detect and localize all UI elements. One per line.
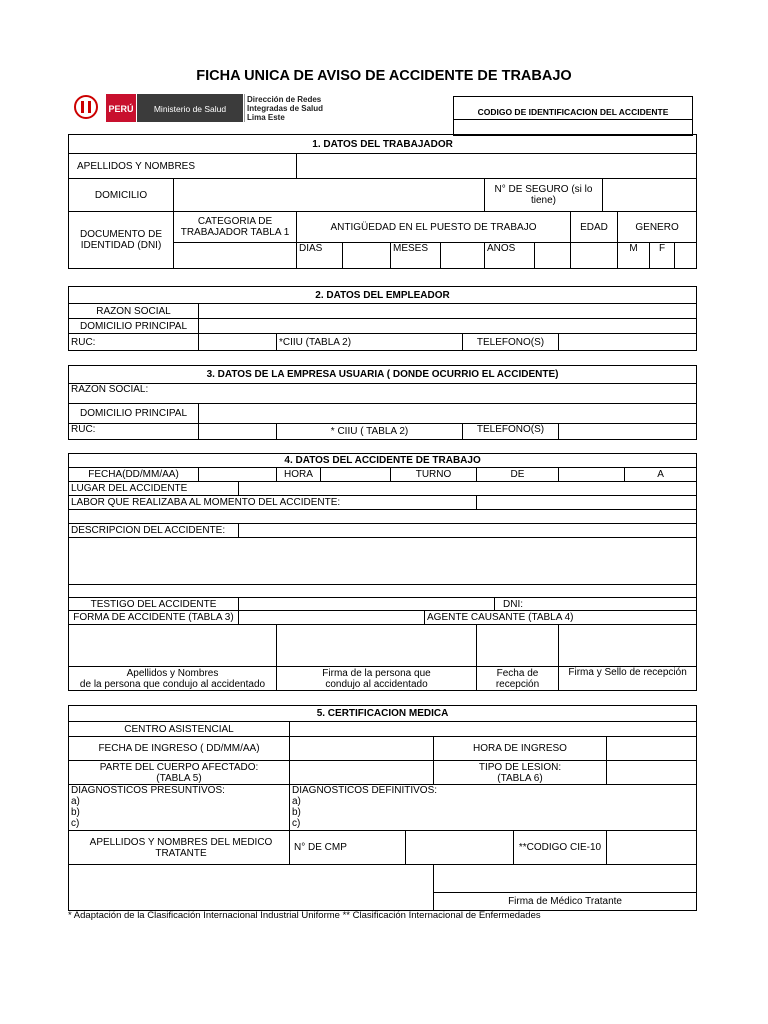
label-fecha-ingreso: FECHA DE INGRESO ( DD/MM/AA) [69,737,290,761]
label-categoria: CATEGORIA DE TRABAJADOR TABLA 1 [174,212,297,243]
input-razon-social[interactable] [199,304,697,319]
input-descripcion-extra[interactable] [69,585,697,598]
label-cmp: N° DE CMP [290,831,406,865]
input-ruc[interactable] [199,334,277,351]
input-forma[interactable] [239,611,425,625]
input-fecha-recepcion[interactable] [477,625,559,667]
logo-dir-3: Lima Este [247,113,285,122]
diagnosticos-presuntivos[interactable]: DIAGNOSTICOS PRESUNTIVOS: a) b) c) [69,785,290,831]
label-fecha-recepcion: Fecha de recepción [477,667,559,691]
label-dni: DOCUMENTO DE IDENTIDAD (DNI) [69,212,174,269]
input-domicilio[interactable] [174,179,485,212]
label-antiguedad: ANTIGÜEDAD EN EL PUESTO DE TRABAJO [297,212,571,243]
input-telefono[interactable] [559,334,697,351]
form-title: FICHA UNICA DE AVISO DE ACCIDENTE DE TRABAJO [196,68,572,84]
label-genero-f: F [650,243,675,269]
input-centro[interactable] [290,722,697,737]
input-parte-cuerpo[interactable] [290,761,434,785]
input-labor[interactable] [477,496,697,510]
footnote: * Adaptación de la Clasificación Internacional Industrial Uniforme ** Clasificación Internacional de Enfermedades [68,910,541,921]
input-domicilio-principal[interactable] [199,319,697,334]
label-telefono: TELEFONO(S) [463,334,559,351]
label-condujo-firma: Firma de la persona que condujo al accidentado [277,667,477,691]
section-1-title: 1. DATOS DEL TRABAJADOR [69,135,697,154]
label-labor: LABOR QUE REALIZABA AL MOMENTO DEL ACCIDENTE: [69,496,477,510]
label-hora: HORA [277,468,321,482]
input-labor-extra[interactable] [69,510,697,524]
label-meses: MESES [391,243,441,269]
label-agente: AGENTE CAUSANTE (TABLA 4) [425,611,697,625]
input-cmp[interactable] [406,831,514,865]
label-testigo-dni: DNI: [495,598,697,611]
label-turno-de: DE [477,468,559,482]
label-domicilio-usuaria: DOMICILIO PRINCIPAL [69,404,199,424]
label-forma: FORMA DE ACCIDENTE (TABLA 3) [69,611,239,625]
label-dias: DIAS [297,243,343,269]
label-turno: TURNO [391,468,477,482]
section-3-title: 3. DATOS DE LA EMPRESA USUARIA ( DONDE OCURRIO EL ACCIDENTE) [69,366,697,384]
section-3-user-company [68,365,697,440]
input-medico-nombre[interactable] [69,865,434,911]
label-hora-ingreso: HORA DE INGRESO [434,737,607,761]
accident-code-label: CODIGO DE IDENTIFICACION DEL ACCIDENTE [477,107,669,117]
input-ruc-usuaria[interactable] [199,424,277,440]
accident-code-box[interactable] [453,96,693,136]
input-hora-ingreso[interactable] [607,737,697,761]
input-firma-medico[interactable] [434,865,697,893]
input-testigo[interactable] [239,598,495,611]
label-descripcion: DESCRIPCION DEL ACCIDENTE: [69,524,239,538]
logo-ministry: Ministerio de Salud [153,104,227,114]
section-5-title: 5. CERTIFICACION MEDICA [69,706,697,722]
input-cie10[interactable] [607,831,697,865]
section-4-accident [68,453,697,691]
section-2-title: 2. DATOS DEL EMPLEADOR [69,287,697,304]
label-lugar: LUGAR DEL ACCIDENTE [69,482,239,496]
label-razon-social-usuaria: RAZON SOCIAL: [69,384,697,404]
input-seguro[interactable] [603,179,697,212]
input-descripcion-area[interactable] [69,538,697,585]
label-domicilio: DOMICILIO [69,179,174,212]
section-5-medical [68,705,697,911]
input-fecha-ingreso[interactable] [290,737,434,761]
label-sello-recepcion: Firma y Sello de recepción [559,667,697,691]
label-centro: CENTRO ASISTENCIAL [69,722,290,737]
diagnosticos-definitivos[interactable]: DIAGNOSTICOS DEFINITIVOS: a) b) c) [290,785,697,831]
input-dias[interactable] [343,243,391,269]
input-apellidos[interactable] [297,154,697,179]
label-medico: APELLIDOS Y NOMBRES DEL MEDICO TRATANTE [69,831,290,865]
label-domicilio-principal: DOMICILIO PRINCIPAL [69,319,199,334]
label-telefono-usuaria: TELEFONO(S) [463,424,559,440]
input-lugar[interactable] [239,482,697,496]
input-descripcion[interactable] [239,524,697,538]
input-genero[interactable] [675,243,697,269]
input-domicilio-usuaria[interactable] [199,404,697,424]
input-condujo-firma[interactable] [277,625,477,667]
section-2-employer [68,286,697,351]
label-testigo: TESTIGO DEL ACCIDENTE [69,598,239,611]
input-categoria[interactable] [174,243,297,269]
label-ruc-usuaria: RUC: [69,424,199,440]
logo-dir-2: Integradas de Salud [247,104,324,113]
input-edad[interactable] [571,243,618,269]
input-meses[interactable] [441,243,485,269]
label-seguro: N° DE SEGURO (si lo tiene) [485,179,603,212]
input-telefono-usuaria[interactable] [559,424,697,440]
label-turno-a: A [625,468,697,482]
logo-dir-1: Dirección de Redes [247,95,322,104]
logo-country: PERÚ [108,104,134,114]
input-condujo-nombre[interactable] [69,625,277,667]
label-parte-cuerpo: PARTE DEL CUERPO AFECTADO: (TABLA 5) [69,761,290,785]
label-ciiu: *CIIU (TABLA 2) [277,334,463,351]
label-anos: AÑOS [485,243,535,269]
label-razon-social: RAZON SOCIAL [69,304,199,319]
label-genero: GENERO [618,212,697,243]
label-ruc: RUC: [69,334,199,351]
input-tipo-lesion[interactable] [607,761,697,785]
label-tipo-lesion: TIPO DE LESION: (TABLA 6) [434,761,607,785]
label-cie10: **CODIGO CIE-10 [514,831,607,865]
input-turno-de[interactable] [559,468,625,482]
label-edad: EDAD [571,212,618,243]
input-fecha[interactable] [199,468,277,482]
ministry-logo [70,92,332,124]
label-fecha: FECHA(DD/MM/AA) [69,468,199,482]
label-firma-medico: Firma de Médico Tratante [434,893,697,911]
input-hora[interactable] [321,468,391,482]
section-4-title: 4. DATOS DEL ACCIDENTE DE TRABAJO [69,454,697,468]
input-sello-recepcion[interactable] [559,625,697,667]
label-condujo-nombre: Apellidos y Nombres de la persona que condujo al accidentado [69,667,277,691]
label-genero-m: M [618,243,650,269]
label-apellidos: APELLIDOS Y NOMBRES [69,154,297,179]
section-1-worker [68,134,697,269]
input-anos[interactable] [535,243,571,269]
label-ciiu-usuaria: * CIIU ( TABLA 2) [277,424,463,440]
peru-coat-of-arms-icon [75,96,97,118]
